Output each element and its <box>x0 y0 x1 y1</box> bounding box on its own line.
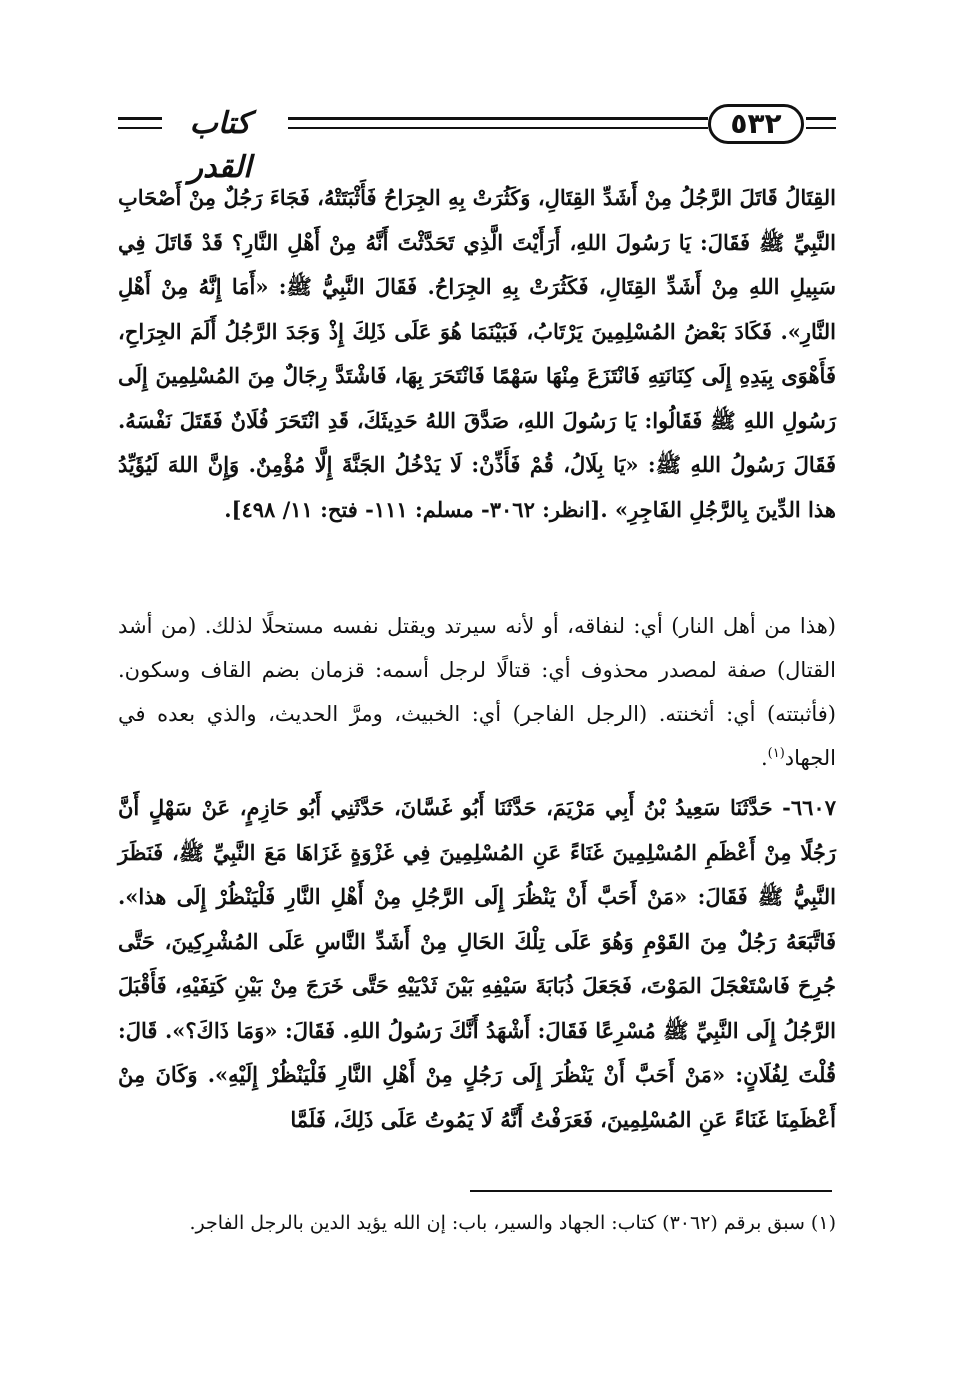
header-rule-right <box>806 117 836 120</box>
header-rule-right-2 <box>806 127 836 129</box>
running-header <box>118 100 848 185</box>
chapter-title: كتاب القدر <box>188 106 252 185</box>
page-number: ٥٣٢ <box>708 104 804 144</box>
commentary-line: (هذا من أهل النار) أي: لنفاقه، أو لأنه سيرتد ويقتل نفسه مستحلًا لذلك. (من أشد القتال) صفة لمصدر محذوف أي: قتالًا لرجل أسمه: قزمان بضم القاف وسكون. (فأثبتته) أي: أثخنته. (الرجل الفاجر) أي: الخبيث، ومرَّ الحديث، والذي بعده في الجهاد$^{(١)}$. <box>118 614 836 770</box>
hadith-paragraph <box>118 176 836 532</box>
footnote-separator <box>470 1190 832 1192</box>
hadith-6607-text: ٦٦٠٧- حَدَّثَنَا سَعِيدُ بْنُ أَبِي مَرْيَمَ، حَدَّثَنَا أَبُو غَسَّانَ، حَدَّثَنِي أَبُو حَازِمٍ، عَنْ سَهْلٍ أَنَّ رَجُلًا مِنْ أَعْظَمِ المُسْلِمِينَ غَنَاءً عَنِ المُسْلِمِينَ فِي غَزْوَةٍ غَزَاهَا مَعَ النَّبِيِّ ﷺ، فَنَظَرَ النَّبِيُّ ﷺ فَقَالَ: «مَنْ أَحَبَّ أَنْ يَنْظُرَ إِلَى الرَّجُلِ مِنْ أَهْلِ النَّارِ فَلْيَنْظُرْ إِلَى هذا». فَاتَّبَعَهُ رَجُلٌ مِنَ القَوْمِ وَهُوَ عَلَى تِلْكَ الحَالِ مِنْ أَشَدِّ النَّاسِ عَلَى المُشْرِكِينَ، حَتَّى جُرِحَ فَاسْتَعْجَلَ المَوْتَ، فَجَعَلَ ذُبَابَةَ سَيْفِهِ بَيْنَ ثَدْيَيْهِ حَتَّى خَرَجَ مِنْ بَيْنِ كَتِفَيْهِ، فَأَقْبَلَ الرَّجُلُ إِلَى النَّبِيِّ ﷺ مُسْرِعًا فَقَالَ: أَشْهَدُ أَنَّكَ رَسُولُ اللهِ. فَقَالَ: «وَمَا ذَاكَ؟». قَالَ: قُلْتَ لِفُلَانٍ: «مَنْ أَحَبَّ أَنْ يَنْظُرَ إِلَى رَجُلٍ مِنْ أَهْلِ النَّارِ فَلْيَنْظُرْ إِلَيْهِ». وَكَانَ مِنْ أَعْظَمِنَا غَنَاءً عَنِ المُسْلِمِينَ، فَعَرَفْتُ أَنَّهُ لَا يَمُوتُ عَلَى ذَلِكَ، فَلَمَّا <box>118 795 836 1132</box>
commentary-paragraph <box>118 604 836 780</box>
header-rule-middle-2 <box>288 127 708 129</box>
commentary-text: (هذا من أهل النار) أي: لنفاقه، أو لأنه سيرتد ويقتل نفسه مستحلًا لذلك. (من أشد القتال) صفة لمصدر محذوف أي: قتالًا لرجل أسمه: قزمان بضم القاف وسكون. (فأثبتته) أي: أثخنته. (الرجل الفاجر) أي: الخبيث، ومرَّ الحديث، والذي بعده في الجهاد <box>118 614 836 770</box>
hadith-6607-paragraph <box>118 786 836 1142</box>
hadith-text: القِتَالُ قَاتَلَ الرَّجُلُ مِنْ أَشَدِّ القِتَالِ، وَكَثُرَتْ بِهِ الجِرَاحُ فَأَثْبَتَتْهُ، فَجَاءَ رَجُلٌ مِنْ أَصْحَابِ النَّبِيِّ ﷺ فَقَالَ: يَا رَسُولَ اللهِ، أَرَأَيْتَ الَّذِي تَحَدَّثْتَ أَنَّهُ مِنْ أَهْلِ النَّارِ؟ قَدْ قَاتَلَ فِي سَبِيلِ اللهِ مِنْ أَشَدِّ القِتَالِ، فَكَثُرَتْ بِهِ الجِرَاحُ. فَقَالَ النَّبِيُّ ﷺ: «أَمَا إِنَّهُ مِنْ أَهْلِ النَّارِ». فَكَادَ بَعْضُ المُسْلِمِينَ يَرْتَابُ، فَبَيْنَمَا هُوَ عَلَى ذَلِكَ إِذْ وَجَدَ الرَّجُلُ أَلَمَ الجِرَاحِ، فَأَهْوَى بِيَدِهِ إِلَى كِنَانَتِهِ فَانْتَزَعَ مِنْهَا سَهْمًا فَانْتَحَرَ بِهَا، فَاشْتَدَّ رِجَالٌ مِنَ المُسْلِمِينَ إِلَى رَسُولِ اللهِ ﷺ فَقَالُوا: يَا رَسُولَ اللهِ، صَدَّقَ اللهُ حَدِيثَكَ، قَدِ انْتَحَرَ فُلَانٌ فَقَتَلَ نَفْسَهُ. فَقَالَ رَسُولُ اللهِ ﷺ: «يَا بِلَالُ، قُمْ فَأَذِّنْ: لَا يَدْخُلُ الجَنَّةَ إِلَّا مُؤْمِنٌ. وَإِنَّ اللهَ لَيُؤَيِّدُ هذا الدِّينَ بِالرَّجُلِ الفَاجِرِ» .[انظر: ٣٠٦٢- مسلم: ١١١- فتح: ١١/ ٤٩٨]. <box>118 185 836 522</box>
header-rule-left-2 <box>118 127 162 129</box>
header-rule-middle <box>288 117 708 120</box>
header-rule-left <box>118 117 162 120</box>
footnote: (١) سبق برقم (٣٠٦٢) كتاب: الجهاد والسير، باب: إن الله يؤيد الدين بالرجل الفاجر. <box>189 1212 836 1234</box>
footnote-ref[interactable]: (١) <box>767 746 785 761</box>
